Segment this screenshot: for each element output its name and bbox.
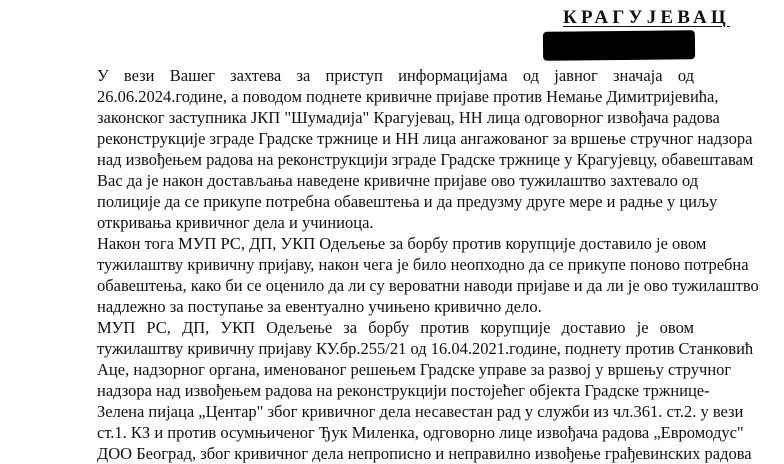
body-line: Зелена пијаца „Центар" због кривичног дела несавестан рад у служби из чл.361. ст.2. у вези [97,402,744,421]
body-line: надлежно за поступање за евентуално учињено кривично дело. [97,297,542,316]
body-line: надзора над извођењем радова на реконструкцији постојећег објекта Градске тржнице- [97,381,710,400]
body-line: откривања кривичног дела и учиниоца. [97,213,374,232]
body-line: Вас да је након достављања наведене кривичне пријаве ово тужилаштво захтевало од [97,171,699,190]
body-line: над извођењем радова на реконструкцији зграде Градске тржнице у Крагујевцу, обавештавам [97,150,754,169]
body-line: тужилаштву кривичну пријаву КУ.бр.255/21 од 16.04.2021.године, поднету против Станковић [97,339,754,358]
body-line: МУП РС, ДП, УКП Одељење за борбу против корупције доставио је овом [97,318,694,337]
body-line: ДОО Београд, због кривичног дела непрописно и неправилно извођење грађевинских радова [97,444,752,463]
redacted-address-block [543,30,695,61]
body-line: У вези Вашег захтева за приступ информацијама од јавног значаја од [97,66,694,85]
body-line: полиције да се прикупе потребна обавештења и да предузму друге мере и радње у циљу [97,192,718,211]
body-line: Након тога МУП РС, ДП, УКП Одељење за борбу против корупције доставило је овом [97,234,707,253]
body-line: тужилаштву кривичну пријаву, након чега је било неопходно да се прикупе поново потребна [97,255,749,274]
body-line: законског заступника ЈКП "Шумадија" Крагујевац, НН лица одговорног извођача радова [97,108,720,127]
body-line: ст.1. КЗ и против осумњиченог Ђук Миленка, одговорно лице извођача радова „Евромодус" [97,423,744,442]
body-line: реконструкције зграде Градске тржнице и НН лица ангажованог за вршење стручног надзора [97,129,753,148]
body-line: 26.06.2024.године, а поводом поднете кривичне пријаве против Немање Димитријевића, [97,87,719,106]
addressee-city: КРАГУЈЕВАЦ [563,7,730,28]
body-line: Аце, надзорног органа, именованог решењем Градске управе за развој у вршењу стручног [97,360,732,379]
body-line: обавештења, како би се оценило да ли су вероватни наводи пријаве и да ли је ово тужилаштво [97,276,759,295]
